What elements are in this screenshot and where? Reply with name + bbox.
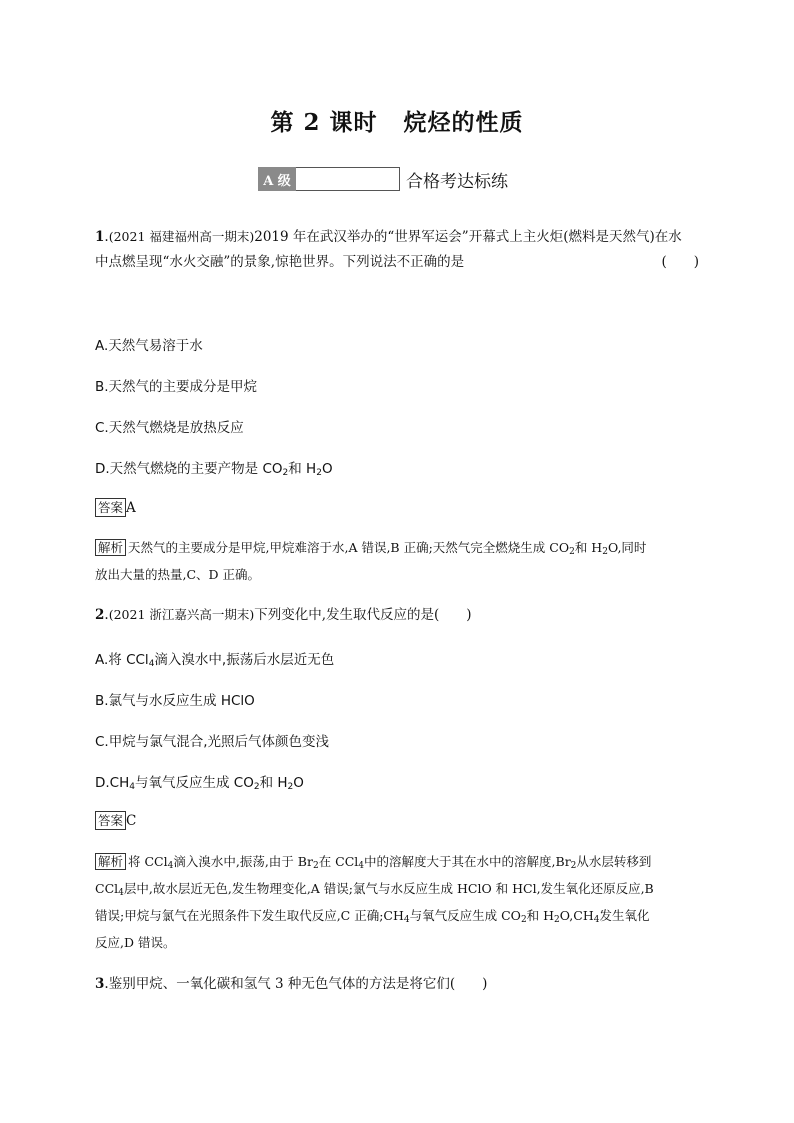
question-source: (2021 浙江嘉兴高一期末) bbox=[108, 607, 255, 622]
answer-tag: 答案 bbox=[95, 811, 126, 830]
q2-explanation: 解析 将 CCl$_4$滴入溴水中,振荡,由于 $Br_2$在 CCl$_4$中的溶解度大于其在水中的溶解度$,Br_2$从水层转移到 CCl$_4$层中,故水层近无色,发生物理变化,A 错误;氯气与水反应生成 HClO 和 HCl,发生氧化还原反应,B 错误;甲烷与氯气在光照条件下发生取代反应,C 正确$;CH_4$与氧气反应生成 $CO_2$和 $H_2O,CH_4$发生氧化 反应,D 错误。 bbox=[95, 854, 654, 950]
question-source: (2021 福建福州高一期末) bbox=[108, 229, 255, 244]
q2-answer bbox=[95, 811, 136, 830]
q1-answer bbox=[95, 498, 136, 517]
page-title bbox=[0, 104, 794, 137]
level-label: 合格考达标练 bbox=[406, 171, 508, 192]
answer-value: C bbox=[126, 812, 137, 829]
question-number: 2 bbox=[95, 607, 105, 623]
q2-option-c: C.甲烷与氯气混合,光照后气体颜色变浅 bbox=[95, 734, 330, 750]
q1-option-c: C.天然气燃烧是放热反应 bbox=[95, 420, 244, 436]
q2-option-d: $D.CH_4$与氧气反应生成 $CO_2$和 $H_2O$ bbox=[95, 775, 304, 792]
answer-tag: 答案 bbox=[95, 498, 126, 517]
q1-option-b: B.天然气的主要成分是甲烷 bbox=[95, 379, 258, 395]
answer-paren: ( ) bbox=[661, 254, 699, 270]
level-blank-box bbox=[296, 167, 400, 191]
level-badge: A 级 bbox=[258, 167, 296, 191]
q1-explanation: 解析 天然气的主要成分是甲烷,甲烷难溶于水,A 错误,B 正确;天然气完全燃烧生成 $CO_2$和 $H_2O$,同时 放出大量的热量,C、D 正确。 bbox=[95, 540, 647, 582]
question-number: 1 bbox=[95, 229, 105, 245]
lesson-number: 第 2 课时 bbox=[270, 109, 378, 136]
question-1-stem: 1.(2021 福建福州高一期末)2019 年在武汉举办的“世界军运会”开幕式上主火炬(燃料是天然气)在水 bbox=[95, 229, 682, 245]
question-number: 3 bbox=[95, 976, 105, 992]
level-header bbox=[258, 166, 508, 192]
q1-option-d: D.天然气燃烧的主要产物是 $CO_2$和 $H_2O$ bbox=[95, 461, 333, 478]
q1-option-a: A.天然气易溶于水 bbox=[95, 338, 203, 354]
question-1-stem-line2: 中点燃呈现“水火交融”的景象,惊艳世界。下列说法不正确的是 ( ) bbox=[95, 249, 705, 275]
question-3-stem: 3.鉴别甲烷、一氧化碳和氢气 3 种无色气体的方法是将它们( ) bbox=[95, 976, 488, 992]
explanation-tag: 解析 bbox=[95, 853, 126, 870]
q2-option-a: A.将 CCl$_4$滴入溴水中,振荡后水层近无色 bbox=[95, 652, 335, 669]
lesson-topic: 烷烃的性质 bbox=[403, 109, 524, 136]
explanation-tag: 解析 bbox=[95, 539, 126, 556]
q2-option-b: B.氯气与水反应生成 HClO bbox=[95, 693, 255, 709]
question-2-stem: 2.(2021 浙江嘉兴高一期末)下列变化中,发生取代反应的是( ) bbox=[95, 607, 472, 623]
answer-value: A bbox=[126, 499, 136, 516]
